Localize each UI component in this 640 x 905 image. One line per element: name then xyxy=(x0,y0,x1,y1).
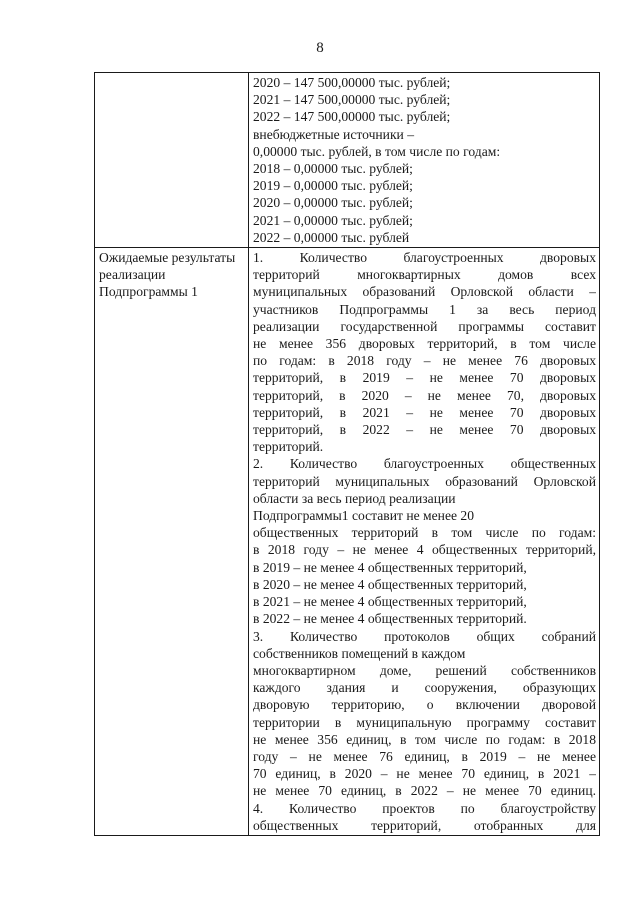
passport-table xyxy=(94,72,600,836)
funding-line: 2018 – 0,00000 тыс. рублей; xyxy=(253,161,413,177)
funding-row xyxy=(95,73,600,248)
result-line: области за весь период реализации xyxy=(253,490,456,506)
result-line: территорий, в 2019 – не менее 70 дворовых xyxy=(253,370,596,386)
funding-line: 2022 – 0,00000 тыс. рублей xyxy=(253,229,410,245)
result-line: общественных территорий, отобранных для xyxy=(253,817,596,833)
expected-results-row xyxy=(95,248,600,836)
result-line: 70 единиц, в 2020 – не менее 70 единиц, в 2021 – xyxy=(253,766,596,782)
result-line: территорий, в 2021 – не менее 70 дворовых xyxy=(253,404,596,420)
result-line: реализации государственной программы составит xyxy=(253,318,596,334)
result-line: собственников помещений в каждом xyxy=(253,645,466,661)
result-line: дворовую территорию, о включении дворовой xyxy=(253,697,596,713)
funding-line: 2022 – 147 500,00000 тыс. рублей; xyxy=(253,109,451,125)
result-line: в 2020 – не менее 4 общественных территорий, xyxy=(253,576,527,592)
funding-line: 2020 – 147 500,00000 тыс. рублей; xyxy=(253,75,451,90)
page-number: 8 xyxy=(316,40,324,56)
result-line: территорий, в 2022 – не менее 70 дворовых xyxy=(253,422,596,438)
result-line: участников Подпрограммы 1 за весь период xyxy=(253,301,596,317)
result-line: 2. Количество благоустроенных общественных xyxy=(253,456,596,472)
result-line: общественных территорий в том числе по годам: xyxy=(253,525,596,541)
funding-line: 2020 – 0,00000 тыс. рублей; xyxy=(253,195,413,211)
funding-line: 0,00000 тыс. рублей, в том числе по годам: xyxy=(253,143,501,159)
result-line: 3. Количество протоколов общих собраний xyxy=(253,628,596,644)
row-label-line: реализации xyxy=(99,267,166,283)
funding-label-cell xyxy=(95,73,249,248)
expected-results-label-cell xyxy=(95,248,249,836)
result-line: не менее 356 дворовых территорий, в том числе xyxy=(253,336,596,352)
result-line: территорий. xyxy=(253,439,324,455)
result-line: в 2018 году – не менее 4 общественных территорий, xyxy=(253,542,596,558)
result-line: году – не менее 76 единиц, в 2019 – не менее xyxy=(253,748,596,764)
result-line: территории в муниципальную программу составит xyxy=(253,714,596,730)
result-line: территорий многоквартирных домов всех xyxy=(253,267,596,283)
result-line: в 2019 – не менее 4 общественных территорий, xyxy=(253,559,527,575)
result-line: в 2021 – не менее 4 общественных территорий, xyxy=(253,594,527,610)
result-line: не менее 70 единиц, в 2022 – не менее 70 единиц. xyxy=(253,783,596,799)
result-line: по годам: в 2018 году – не менее 76 дворовых xyxy=(253,353,596,369)
result-line: каждого здания и сооружения, образующих xyxy=(253,680,596,696)
row-label-line: Ожидаемые результаты xyxy=(99,250,236,266)
result-line: 4. Количество проектов по благоустройству xyxy=(253,800,596,816)
expected-results-value-cell xyxy=(249,248,600,836)
funding-line: 2021 – 147 500,00000 тыс. рублей; xyxy=(253,92,451,108)
funding-value-cell xyxy=(249,73,600,248)
funding-line: 2021 – 0,00000 тыс. рублей; xyxy=(253,212,413,228)
result-line: Подпрограммы1 составит не менее 20 xyxy=(253,508,474,524)
result-line: многоквартирном доме, решений собственников xyxy=(253,662,596,678)
result-line: 1. Количество благоустроенных дворовых xyxy=(253,250,596,266)
result-line: территорий муниципальных образований Орловской xyxy=(253,473,596,489)
funding-line: внебюджетные источники – xyxy=(253,126,415,142)
result-line: муниципальных образований Орловской области – xyxy=(253,284,596,300)
result-line: в 2022 – не менее 4 общественных территорий. xyxy=(253,611,527,627)
result-line: территорий, в 2020 – не менее 70, дворовых xyxy=(253,387,596,403)
funding-line: 2019 – 0,00000 тыс. рублей; xyxy=(253,178,413,194)
result-line: не менее 356 единиц, в том числе по годам: в 2018 xyxy=(253,731,596,747)
row-label-line: Подпрограммы 1 xyxy=(99,284,198,300)
